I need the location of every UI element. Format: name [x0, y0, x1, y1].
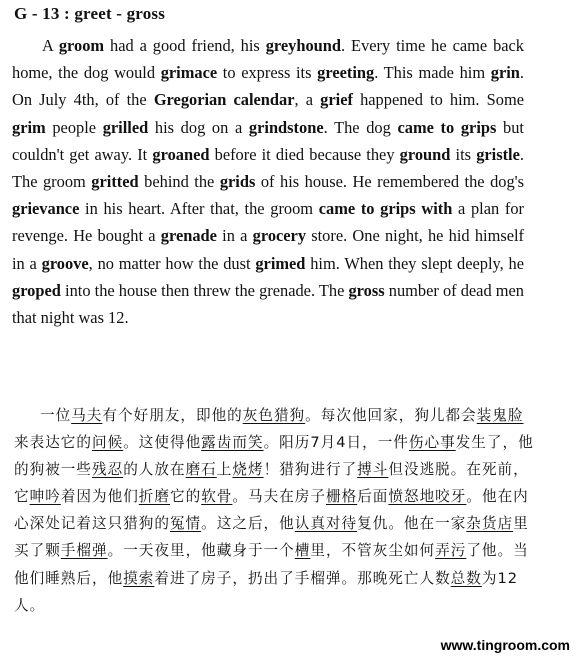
- text-run: 后面: [357, 488, 389, 506]
- vocab-term: came to grips with: [318, 199, 453, 219]
- text-run: 一位: [40, 407, 72, 424]
- text-run: 。这使得他: [123, 434, 202, 452]
- text-run: 着因为他们: [60, 488, 139, 506]
- text-run: , a: [294, 90, 321, 110]
- text-run: 它的: [170, 488, 202, 506]
- text-run: 了他。当他们睡熟后，他: [14, 542, 529, 587]
- vocab-term: grimace: [160, 63, 218, 83]
- text-run: number of dead men that night was 12.: [12, 280, 524, 328]
- text-run: people: [45, 117, 103, 137]
- vocab-term: groove: [41, 253, 89, 273]
- text-run: in a: [216, 226, 253, 246]
- vocab-translation: 露齿而笑: [201, 434, 264, 452]
- vocab-term: grief: [320, 90, 353, 110]
- text-run: a plan for revenge. He bought a: [12, 199, 524, 246]
- vocab-translation: 杂货店: [466, 515, 514, 533]
- text-run: his dog on a: [148, 117, 249, 137]
- lesson-heading: G - 13 : greet - gross: [14, 4, 166, 23]
- vocab-term: groped: [12, 280, 61, 300]
- vocab-translation: 灰色猎狗: [242, 407, 306, 424]
- vocab-translation: 伤心事: [408, 434, 456, 452]
- vocab-translation: 摸索: [123, 569, 155, 587]
- text-run: its: [450, 144, 477, 164]
- text-run: 有个好朋友，即他的: [102, 407, 243, 424]
- vocab-translation: 栅格: [325, 488, 358, 506]
- text-run: into the house then threw the grenade. The: [60, 280, 349, 300]
- vocab-translation: 折磨: [138, 488, 170, 506]
- text-run: . The groom: [12, 144, 524, 192]
- vocab-translation: 认真对待: [294, 515, 358, 533]
- text-run: store. One night, he hid himself in a: [12, 226, 524, 273]
- vocab-translation: 冤情: [169, 515, 202, 533]
- text-run: A: [42, 36, 59, 55]
- vocab-term: grin: [490, 63, 520, 83]
- text-run: . This made him: [374, 63, 491, 83]
- text-run: , no matter how the dust: [88, 253, 256, 273]
- text-run: 。这之后，他: [201, 515, 295, 533]
- vocab-term: Gregorian calendar: [153, 90, 295, 110]
- text-run: . Every time he came back home, the dog would: [12, 36, 525, 83]
- text-run: in his heart. After that, the groom: [79, 199, 319, 219]
- vocab-translation: 槽: [294, 542, 311, 560]
- vocab-term: grocery: [252, 226, 307, 246]
- vocab-term: gritted: [91, 172, 139, 192]
- vocab-translation: 磨石: [185, 461, 217, 479]
- vocab-translation: 残忍: [91, 461, 124, 479]
- text-run: 来表达它的: [14, 434, 92, 452]
- text-run: behind the: [138, 172, 220, 192]
- vocab-term: gristle: [476, 144, 520, 164]
- text-run: of his house. He remembered the dog's: [255, 172, 524, 192]
- text-run: 着进了房子，扔出了手榴弹。那晚死亡人数: [154, 569, 451, 587]
- vocab-term: greeting: [317, 63, 375, 83]
- site-watermark: www.tingroom.com: [440, 637, 570, 653]
- vocab-translation: 呻吟: [29, 488, 61, 506]
- text-run: . The dog: [323, 117, 398, 137]
- text-run: 。阳历7月4日，一件: [263, 434, 409, 452]
- vocab-term: grim: [12, 117, 46, 137]
- vocab-translation: 手榴弹: [60, 542, 108, 560]
- vocab-term: gross: [348, 280, 385, 300]
- text-run: before it died because they: [209, 144, 400, 164]
- text-run: 。每次他回家，狗儿都会: [305, 407, 477, 424]
- text-run: but couldn't get away. It: [12, 117, 524, 164]
- vocab-translation: 马夫: [71, 407, 103, 424]
- text-run: had a good friend, his: [104, 36, 266, 55]
- vocab-term: came to grips: [397, 117, 497, 137]
- text-run: 为12人。: [14, 569, 519, 614]
- vocab-translation: 软骨: [201, 488, 233, 506]
- vocab-translation: 弄污: [435, 542, 467, 560]
- text-run: happened to him. Some: [352, 90, 524, 110]
- vocab-translation: 问候: [91, 434, 124, 452]
- text-run: 。他在内心深处记着这只猎狗的: [14, 488, 529, 533]
- text-run: him. When they slept deeply, he: [305, 253, 524, 273]
- text-run: 里，不管灰尘如何: [310, 542, 436, 560]
- vocab-term: grids: [219, 172, 256, 192]
- vocab-translation: 烧烤: [232, 461, 264, 479]
- vocab-translation: 总数: [450, 569, 482, 587]
- english-paragraph: [12, 32, 524, 331]
- text-run: 。马夫在房子: [232, 488, 326, 506]
- vocab-term: greyhound: [265, 36, 342, 55]
- vocab-term: grindstone: [248, 117, 324, 137]
- text-run: . On July 4th, of the: [12, 63, 524, 110]
- vocab-term: grievance: [12, 199, 80, 219]
- vocab-term: grimed: [255, 253, 306, 273]
- vocab-term: ground: [399, 144, 451, 164]
- vocab-term: groaned: [152, 144, 210, 164]
- vocab-translation: 愤怒地咬牙: [388, 488, 467, 506]
- text-run: 。一天夜里，他藏身于一个: [107, 542, 295, 560]
- text-run: 的人放在: [123, 461, 186, 479]
- text-run: ！猎狗进行了: [263, 461, 358, 479]
- text-run: 但没逃脱。在死前，它: [14, 461, 529, 506]
- chinese-translation: [14, 402, 534, 619]
- text-run: 上: [216, 461, 233, 479]
- text-run: 复仇。他在一家: [357, 515, 467, 533]
- vocab-translation: 装鬼脸: [476, 407, 524, 424]
- chinese-paragraph: [14, 402, 534, 619]
- text-run: 里买了颗: [14, 515, 529, 560]
- vocab-term: grenade: [160, 226, 217, 246]
- text-run: 发生了，他的狗被一些: [14, 434, 534, 479]
- vocab-term: grilled: [102, 117, 149, 137]
- text-run: to express its: [217, 63, 318, 83]
- english-passage: [12, 32, 524, 331]
- vocab-term: groom: [58, 36, 105, 55]
- vocab-translation: 搏斗: [357, 461, 389, 479]
